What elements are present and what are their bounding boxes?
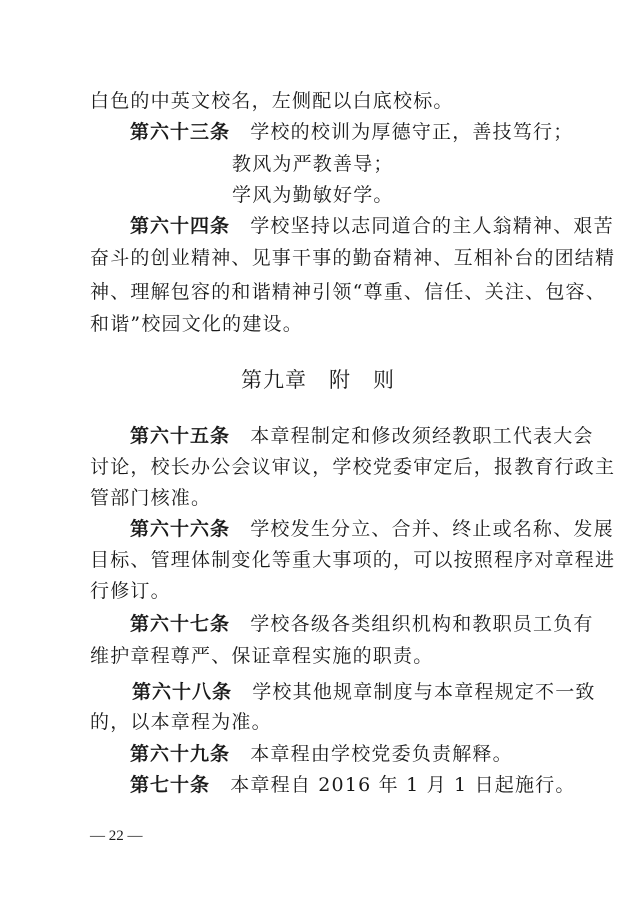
article-label: 第七十条 <box>130 774 211 796</box>
text-line: 神、理解包容的和谐精神引领“尊重、信任、关注、包容、 <box>90 281 606 303</box>
article-label: 第六十八条 <box>132 681 233 703</box>
article-63-line <box>130 119 573 145</box>
text-line: 和谐”校园文化的建设。 <box>90 313 303 335</box>
article-69-line <box>130 741 513 767</box>
article-label: 第六十三条 <box>130 121 231 143</box>
article-68-line <box>132 679 596 705</box>
article-text: 学校坚持以志同道合的主人翁精神、艰苦 <box>250 215 614 237</box>
article-text: 学校其他规章制度与本章程规定不一致 <box>252 681 596 703</box>
article-label: 第六十六条 <box>130 518 231 540</box>
article-label: 第六十七条 <box>130 613 231 635</box>
article-66-line <box>130 516 614 542</box>
article-text: 本章程由学校党委负责解释。 <box>250 743 513 765</box>
article-text: 学校各级各类组织机构和教职员工负有 <box>250 613 594 635</box>
text-line: 奋斗的创业精神、见事干事的勤奋精神、互相补台的团结精 <box>90 247 616 269</box>
chapter-heading: 第九章 附 则 <box>241 368 395 392</box>
text-line: 讨论，校长办公会议审议，学校党委审定后，报教育行政主 <box>90 456 616 478</box>
article-text: 学校发生分立、合并、终止或名称、发展 <box>250 518 614 540</box>
text-line: 目标、管理体制变化等重大事项的，可以按照程序对章程进 <box>90 549 616 571</box>
article-label: 第六十四条 <box>130 215 231 237</box>
article-text: 本章程自 2016 年 1 月 1 日起施行。 <box>230 774 576 796</box>
article-label: 第六十九条 <box>130 743 231 765</box>
text-line: 教风为严教善导； <box>232 153 394 175</box>
article-67-line <box>130 611 594 637</box>
article-70-line <box>130 772 576 798</box>
text-line: 维护章程尊严、保证章程实施的职责。 <box>90 645 434 667</box>
article-65-line <box>130 423 594 449</box>
text-line: 的，以本章程为准。 <box>90 711 272 733</box>
page-number: — 22 — <box>90 828 143 844</box>
text-line: 白色的中英文校名，左侧配以白底校标。 <box>90 90 454 112</box>
article-label: 第六十五条 <box>130 425 231 447</box>
text-line: 行修订。 <box>90 580 171 602</box>
text-line: 管部门核准。 <box>90 487 212 509</box>
article-text: 学校的校训为厚德守正，善技笃行； <box>250 121 574 143</box>
article-text: 本章程制定和修改须经教职工代表大会 <box>250 425 594 447</box>
text-line: 学风为勤敏好学。 <box>232 184 394 206</box>
article-64-line <box>130 213 614 239</box>
